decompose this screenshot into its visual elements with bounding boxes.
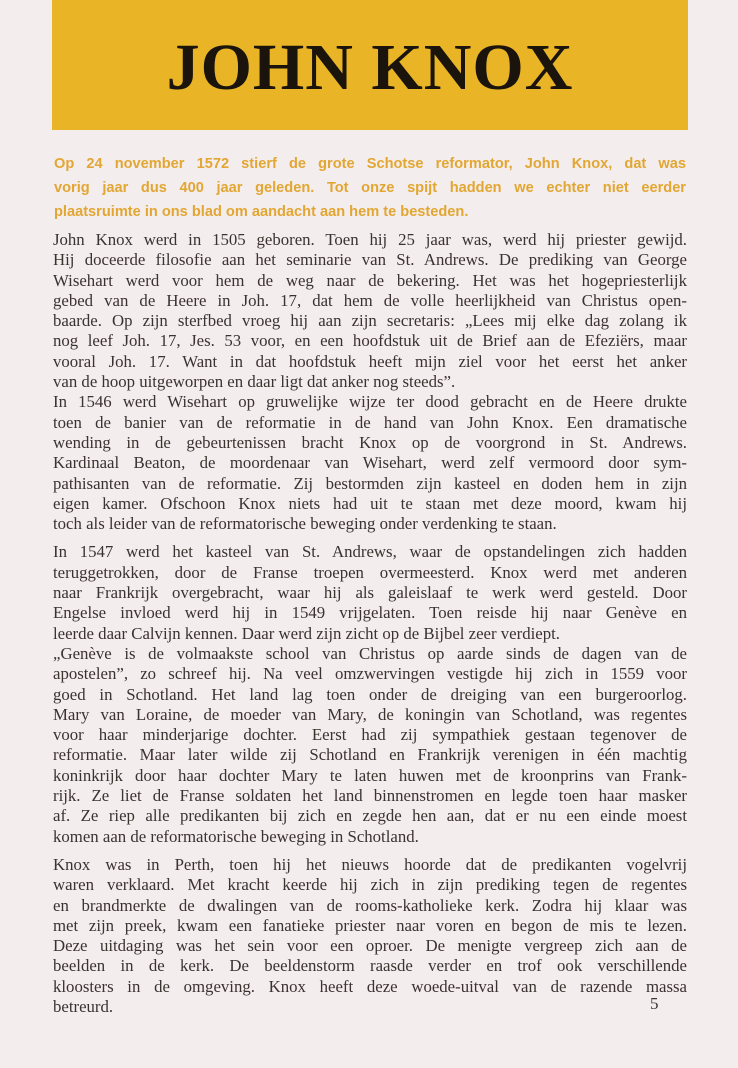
paragraph xyxy=(53,392,687,534)
text-line: toch als leider van de reformatorische beweging onder verdenking te staan. xyxy=(53,514,557,534)
text-line: en brandmerkte de dwalingen van de rooms-katholieke kerk. Zodra hij klaar was xyxy=(53,895,687,915)
text-line: koninkrijk door haar dochter Mary te laten huwen met de kroonprins van Frank- xyxy=(53,765,687,785)
text-line: gebed van de Heere in Joh. 17, dat hem de volle heerlijkheid van Christus open- xyxy=(53,290,687,310)
text-line: wending in de gebeurtenissen bracht Knox op de voorgrond in St. Andrews. xyxy=(53,432,687,452)
text-line: Wisehart werd voor hem de weg naar de bekering. Het was het hogepriesterlijk xyxy=(53,270,687,290)
text-line: reformatie. Maar later wilde zij Schotland en Frankrijk verenigen in één machtig xyxy=(53,745,687,765)
paragraph xyxy=(53,644,687,847)
text-line: af. Ze riep alle predikanten bij zich en zegde hen aan, dat er nu een einde moest xyxy=(53,806,687,826)
text-line: kloosters in de omgeving. Knox heeft deze woede-uitval van de razende massa xyxy=(53,976,687,996)
text-line: Hij doceerde filosofie aan het seminarie van St. Andrews. De prediking van George xyxy=(53,250,687,270)
text-line: apostelen”, zo schreef hij. Na veel omzwervingen vestigde hij zich in 1559 voor xyxy=(53,664,687,684)
page-number: 5 xyxy=(650,994,659,1013)
intro-line: vorig jaar dus 400 jaar geleden. Tot onze spijt hadden we echter niet eerder xyxy=(54,180,686,196)
text-line: met zijn preek, kwam een fanatieke priester naar voren en begon de mis te lezen. xyxy=(53,915,687,935)
text-line: betreurd. xyxy=(53,996,114,1016)
title-banner xyxy=(52,0,688,130)
page-title: JOHN KNOX xyxy=(166,31,574,104)
text-line: van de hoop uitgeworpen en daar ligt dat anker nog steeds”. xyxy=(53,372,456,392)
text-line: komen aan de reformatorische beweging in Schotland. xyxy=(53,826,419,846)
text-line: eigen kamer. Ofschoon Knox niets had uit te staan met deze moord, kwam hij xyxy=(53,493,687,513)
intro-line: Op 24 november 1572 stierf de grote Schotse reformator, John Knox, dat was xyxy=(54,156,686,172)
text-line: baarde. Op zijn sterfbed vroeg hij aan zijn secretaris: „Lees mij elke dag zolang ik xyxy=(53,311,687,331)
text-line: Mary van Loraine, de moeder van Mary, de koningin van Schotland, was regentes xyxy=(53,704,687,724)
text-line: Knox was in Perth, toen hij het nieuws hoorde dat de predikanten vogelvrij xyxy=(53,854,687,874)
text-line: waren verklaard. Met kracht keerde hij zich in zijn prediking tegen de regentes xyxy=(53,875,687,895)
text-line: vooral Joh. 17. Want in dat hoofdstuk heeft mijn ziel voor het eerst het anker xyxy=(53,351,687,371)
intro-line: plaatsruimte in ons blad om aandacht aan hem te besteden. xyxy=(54,204,469,220)
text-line: leerde daar Calvijn kennen. Daar werd zijn zicht op de Bijbel zeer verdiept. xyxy=(53,623,560,643)
text-line: nog leef Joh. 17, Jes. 53 voor, en een hoofdstuk uit de Brief aan de Efeziërs, maar xyxy=(53,331,687,351)
text-line: John Knox werd in 1505 geboren. Toen hij 25 jaar was, werd hij priester gewijd. xyxy=(53,230,687,249)
text-line: teruggetrokken, door de Franse troepen overmeesterd. Knox werd met anderen xyxy=(53,562,687,582)
text-line: goed in Schotland. Het land lag toen onder de dreiging van een burgeroorlog. xyxy=(53,684,687,704)
text-line: pathisanten van de reformatie. Zij bestormden zijn kasteel en doden hem in zijn xyxy=(53,473,687,493)
text-line: beelden in de kerk. De beeldenstorm raasde verder en trof ook verschillende xyxy=(53,956,687,976)
text-line: voor haar minderjarige dochter. Eerst had zij sympathiek gestaan tegenover de xyxy=(53,725,687,745)
paragraph xyxy=(53,542,687,643)
text-line: toen de banier van de reformatie in de hand van John Knox. Een dramatische xyxy=(53,412,687,432)
text-line: naar Frankrijk overgebracht, waar hij als galeislaaf te werk werd gesteld. Door xyxy=(53,583,687,603)
text-line: rijk. Ze liet de Franse soldaten het land binnenstromen en legde toen haar masker xyxy=(53,786,687,806)
article-body xyxy=(53,230,687,1017)
intro-text xyxy=(54,152,686,224)
paragraph xyxy=(53,855,687,1017)
text-line: In 1547 werd het kasteel van St. Andrews, waar de opstandelingen zich hadden xyxy=(53,542,687,562)
paragraph xyxy=(53,230,687,392)
text-line: Engelse invloed werd hij in 1549 vrijgelaten. Toen reisde hij naar Genève en xyxy=(53,603,687,623)
text-line: In 1546 werd Wisehart op gruwelijke wijze ter dood gebracht en de Heere drukte xyxy=(53,392,687,412)
text-line: „Genève is de volmaakste school van Christus op aarde sinds de dagen van de xyxy=(53,643,687,663)
text-line: Kardinaal Beaton, de moordenaar van Wisehart, werd zelf vermoord door sym- xyxy=(53,453,687,473)
text-line: Deze uitdaging was het sein voor een oproer. De menigte vergreep zich aan de xyxy=(53,936,687,956)
